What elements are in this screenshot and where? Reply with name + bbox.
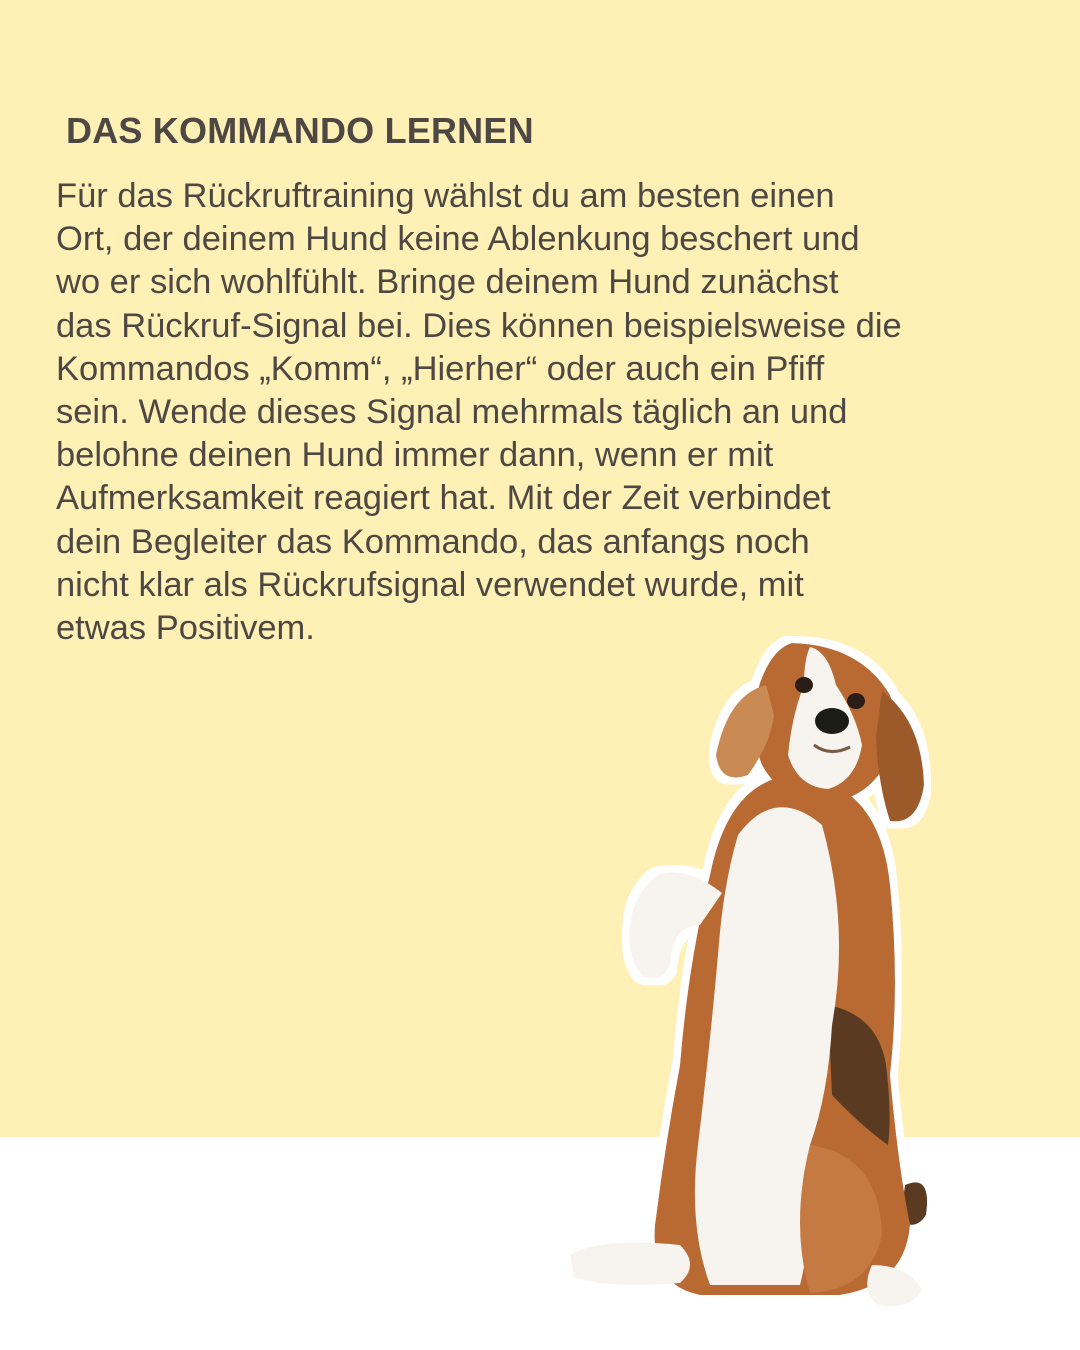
body-line: etwas Positivem. <box>56 609 315 648</box>
body-line: das Rückruf-Signal bei. Dies können beispielsweise die <box>56 306 902 345</box>
dog-back-foot-right <box>867 1265 922 1306</box>
body-line: dein Begleiter das Kommando, das anfangs noch <box>56 522 810 561</box>
body-line: belohne deinen Hund immer dann, wenn er mit <box>56 436 774 475</box>
dog-nose <box>815 708 849 734</box>
body-line: nicht klar als Rückrufsignal verwendet wurde, mit <box>56 565 804 604</box>
body-paragraph <box>56 175 1046 650</box>
page-heading: DAS KOMMANDO LERNEN <box>66 110 534 151</box>
body-line: sein. Wende dieses Signal mehrmals täglich an und <box>56 393 848 432</box>
beagle-dog-image <box>560 625 990 1325</box>
body-line: Ort, der deinem Hund keine Ablenkung beschert und <box>56 220 860 259</box>
dog-ear-right <box>876 691 924 821</box>
dog-eye-right <box>847 693 865 709</box>
body-line: wo er sich wohlfühlt. Bringe deinem Hund zunächst <box>56 263 839 302</box>
dog-back-foot-left <box>570 1243 690 1285</box>
body-line: Kommandos „Komm“, „Hierher“ oder auch ein Pfiff <box>56 349 825 388</box>
body-line: Für das Rückruftraining wählst du am besten einen <box>56 177 835 215</box>
dog-eye-left <box>795 677 813 693</box>
body-line: Aufmerksamkeit reagiert hat. Mit der Zeit verbindet <box>56 479 831 518</box>
